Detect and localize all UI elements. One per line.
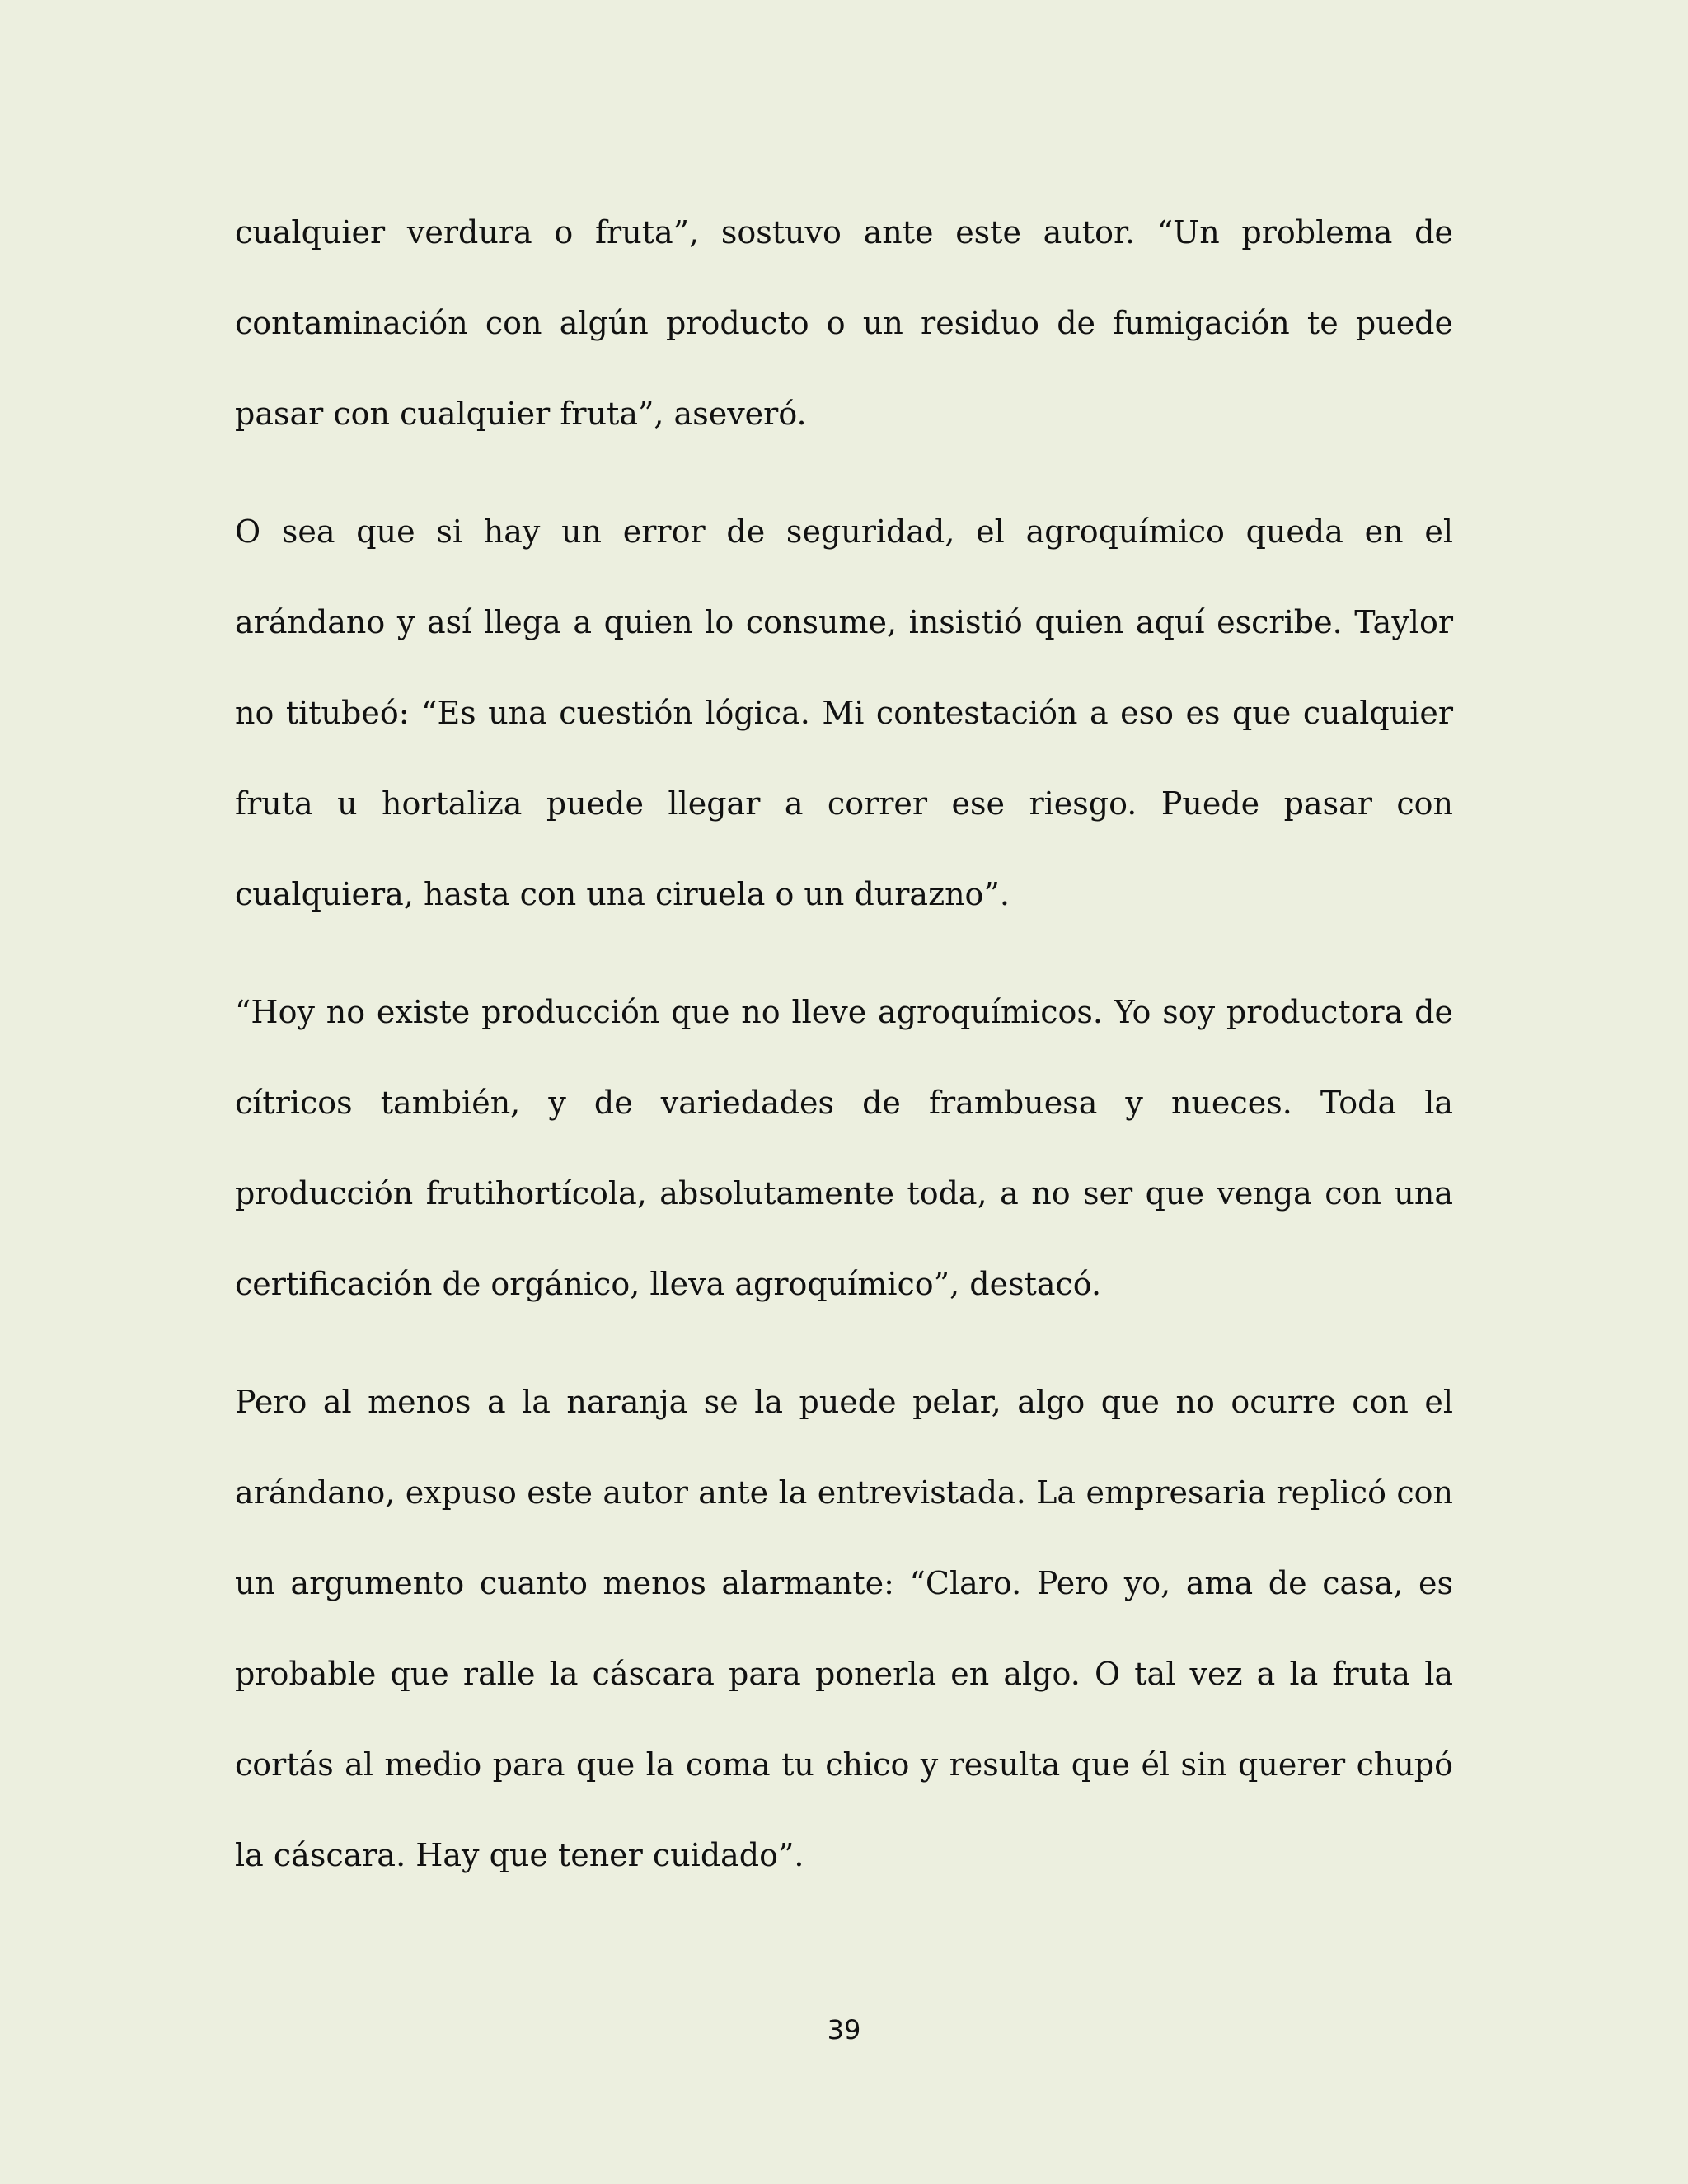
paragraph-3: “Hoy no existe producción que no lleve agroquímicos. Yo soy productora de cítricos también, y de variedades de frambuesa y nueces. Toda la producción frutihortícola, absolutamente toda, a no ser que venga con una certificación de orgánico, lleva agroquímico”, destacó. — [235, 994, 1453, 1302]
page-number: 39 — [827, 2014, 861, 2046]
body-text — [235, 187, 1453, 1900]
paragraph-4: Pero al menos a la naranja se la puede pelar, algo que no ocurre con el arándano, expuso este autor ante la entrevistada. La empresaria replicó con un argumento cuanto menos alarmante: “Claro. Pero yo, ama de casa, es probable que ralle la cáscara para ponerla en algo. O tal vez a la fruta la cortás al medio para que la coma tu chico y resulta que él sin querer chupó la cáscara. Hay que tener cuidado”. — [235, 1384, 1453, 1873]
paragraph-2: O sea que si hay un error de seguridad, el agroquímico queda en el arándano y así llega a quien lo consume, insistió quien aquí escribe. Taylor no titubeó: “Es una cuestión lógica. Mi contestación a eso es que cualquier fruta u hortaliza puede llegar a correr ese riesgo. Puede pasar con cualquiera, hasta con una ciruela o un durazno”. — [235, 513, 1453, 912]
paragraph-1: cualquier verdura o fruta”, sostuvo ante este autor. “Un problema de contaminación con algún producto o un residuo de fumigación te puede pasar con cualquier fruta”, aseveró. — [235, 214, 1453, 432]
